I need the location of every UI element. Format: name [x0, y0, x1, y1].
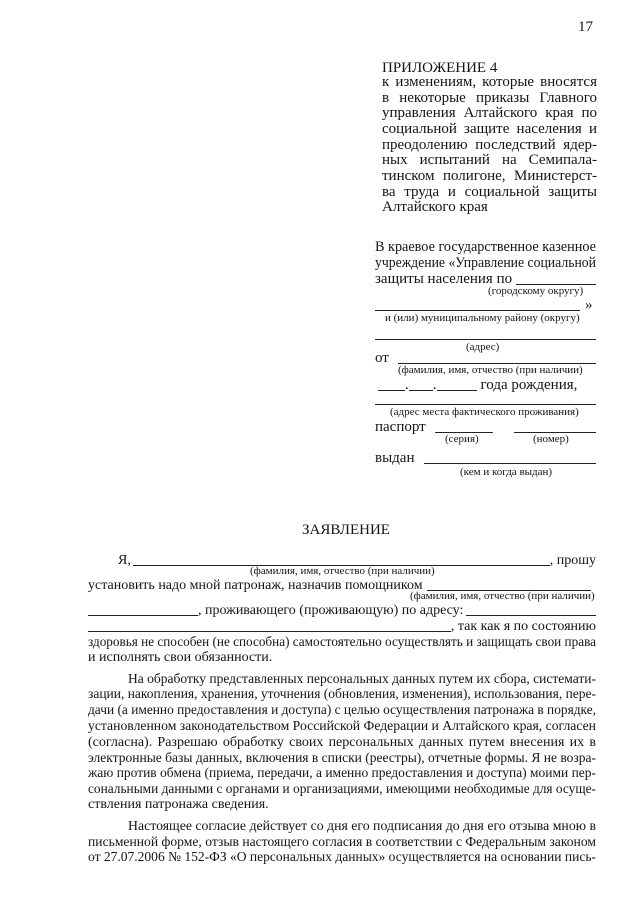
field-hint: и (или) муниципальному району (округу)	[385, 312, 580, 324]
appendix-line-text: к изменениям, которые вносятся	[382, 74, 597, 90]
body-line	[88, 635, 596, 651]
consent-line	[88, 766, 596, 782]
addressee-line	[375, 255, 596, 272]
consent-line-text: (согласна). Разрешаю обработку своих персональных данных путем внесения их в	[88, 735, 596, 750]
appendix-line-text: управления Алтайского края по	[382, 105, 597, 121]
appendix-line-text: ных испытаний на Семипала-	[382, 152, 597, 168]
validity-line	[88, 850, 596, 866]
consent-line-text: жаю против обмена (приема, передачи, а именно предоставления и доступа) моими пер-	[88, 766, 596, 781]
blank-line	[375, 339, 596, 340]
passport-label: паспорт	[375, 419, 426, 435]
consent-line	[88, 719, 596, 735]
blank-line	[409, 380, 433, 391]
blank-line	[375, 300, 580, 311]
field-hint: (фамилия, имя, отчество (при наличии)	[398, 364, 583, 376]
field-hint: (номер)	[533, 433, 569, 445]
consent-line	[88, 703, 596, 719]
blank-line	[435, 422, 493, 433]
consent-line-text: дачи (а именно предоставления и доступа) с целью осуществления патронажа в порядке,	[88, 703, 596, 718]
appendix-line	[382, 105, 597, 122]
addressee-line	[375, 239, 596, 256]
consent-line	[88, 735, 596, 751]
consent-line-text: зации, накопления, хранения, уточнения (обновления, изменения), использования, пере-	[88, 687, 596, 702]
birth-date-row	[378, 377, 596, 394]
appendix-line-text: социальной защите населения и	[382, 121, 597, 137]
request-text: установить надо мной патронаж, назначив помощником	[88, 578, 423, 593]
statement-title: ЗАЯВЛЕНИЕ	[302, 522, 390, 538]
consent-line-text: электронные базы данных, включения в списки (реестры), отчетные формы. Я не возра-	[88, 751, 596, 766]
appendix-title: ПРИЛОЖЕНИЕ 4	[382, 60, 498, 76]
date-separator: .	[432, 377, 437, 393]
blank-line	[88, 605, 198, 616]
date-separator: .	[405, 377, 409, 393]
field-hint: (кем и когда выдан)	[460, 466, 553, 478]
applicant-suffix: , прошу	[549, 553, 596, 568]
field-hint: (адрес)	[466, 341, 500, 353]
blank-line	[514, 422, 596, 433]
addressee-line-text: защиты населения по	[375, 271, 513, 287]
consent-line-text: На обработку представленных персональных данных путем их сбора, системати-	[128, 672, 596, 687]
blank-line	[516, 274, 596, 285]
consent-line	[88, 782, 596, 798]
assistant-address-row	[88, 603, 596, 619]
blank-line	[424, 453, 596, 464]
validity-line-text: письменной форме, отзыв настоящего согласия в соответствии с Федеральным законом	[88, 835, 596, 850]
birth-year-label: года рождения,	[480, 377, 578, 393]
consent-line	[88, 687, 596, 703]
blank-line	[437, 380, 477, 391]
validity-line	[128, 819, 596, 835]
addressee-line-text: учреждение «Управление социальной	[375, 255, 596, 271]
validity-line-text: Настоящее согласие действует со дня его подписания до дня его отзыва мною в	[128, 819, 596, 834]
blank-line	[378, 380, 405, 391]
appendix-line-text: преодолению последствий ядер-	[382, 137, 597, 153]
consent-line	[128, 672, 596, 688]
blank-line	[398, 353, 596, 364]
from-label: от	[375, 350, 389, 366]
addressee-line-text: В краевое государственное казенное	[375, 239, 596, 255]
body-line: и исполнять свои обязанности.	[88, 650, 273, 665]
applicant-prefix: Я,	[118, 553, 131, 568]
appendix-line	[382, 152, 597, 169]
appendix-line: Алтайского края	[382, 199, 488, 215]
blank-line	[466, 605, 596, 616]
page-number: 17	[578, 19, 593, 35]
body-line-text: здоровья не способен (не способна) самостоятельно осуществлять и защищать свои права	[88, 635, 596, 650]
appendix-line-text: тинском полигоне, Министерст-	[382, 168, 597, 184]
issued-row	[375, 450, 596, 467]
blank-line	[375, 404, 596, 405]
closing-quote: »	[585, 297, 593, 313]
validity-line-text: от 27.07.2006 № 152-ФЗ «О персональных данных» осуществляется на основании пись-	[88, 850, 596, 865]
reason-row	[88, 619, 596, 635]
field-hint: (фамилия, имя, отчество (при наличии)	[410, 590, 595, 602]
appendix-line	[382, 74, 597, 91]
consent-line-text: сональными данными с органами и организациями, имеющими необходимые для осуще-	[88, 782, 596, 797]
appendix-line	[382, 121, 597, 138]
field-hint: (фамилия, имя, отчество (при наличии)	[250, 565, 435, 577]
field-hint: (адрес места фактического проживания)	[390, 406, 579, 418]
issued-label: выдан	[375, 450, 415, 466]
consent-line	[88, 751, 596, 767]
validity-line	[88, 835, 596, 851]
field-hint: (серия)	[445, 433, 479, 445]
consent-line-text: установленном законодательством Российской Федерации и Алтайского края, согласен	[88, 719, 596, 734]
consent-line: ствления патронажа сведения.	[88, 797, 269, 812]
blank-line	[88, 621, 451, 632]
reason-start: , так как я по состоянию	[450, 619, 596, 634]
appendix-line-text: в некоторые приказы Главного	[382, 90, 597, 106]
appendix-line	[382, 168, 597, 185]
appendix-line-text: ва труда и социальной защиты	[382, 184, 597, 200]
assistant-address-text: , проживающего (проживающую) по адресу:	[198, 603, 464, 618]
field-hint: (городскому округу)	[488, 285, 584, 297]
